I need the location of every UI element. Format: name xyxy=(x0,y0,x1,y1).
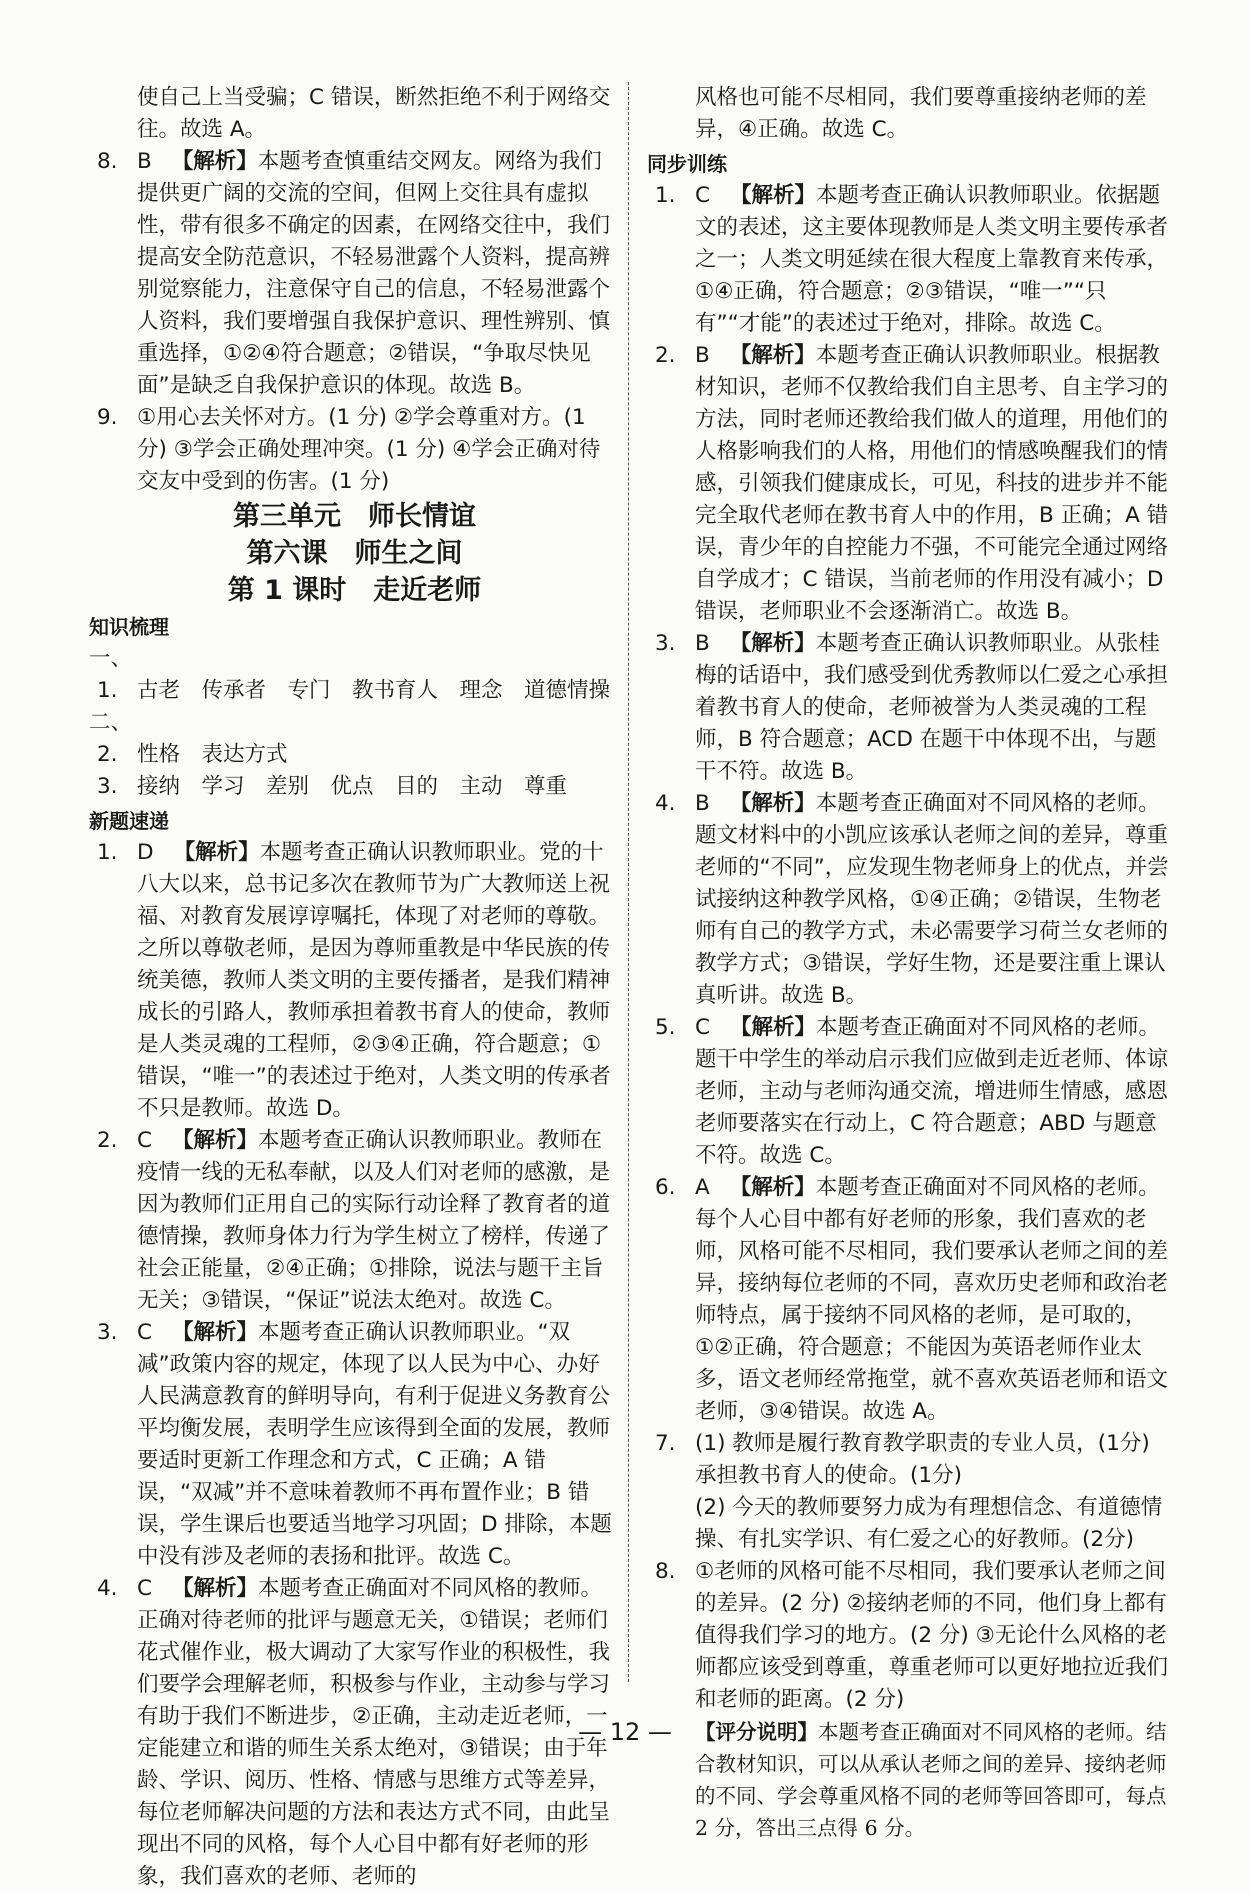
sync-question-2: 2. B 【解析】本题考查正确认识教师职业。根据教材知识，老师不仅教给我们自主思考、自主学习的方法，同时老师还教给我们做人的道理，用他们的人格影响我们的人格，用他们的情感唤醒我们的情感，引领我们健康成长，可见，科技的进步并不能完全取代老师在教书育人中的作用，B 正确；A 错误，青少年的自控能力不强，不可能完全通过网络自学成才；C 错误，当前老师的作用没有减小；D 错误，老师职业不会逐渐消亡。故选 B。 xyxy=(655,343,1169,624)
section-sync-training: 同步训练 xyxy=(647,152,727,176)
section-knowledge: 知识梳理 xyxy=(89,615,169,639)
page-number: — 12 — xyxy=(578,1718,672,1746)
sync-question-6: 6. A 【解析】本题考查正确面对不同风格的老师。每个人心目中都有好老师的形象，我们喜欢的老师，风格可能不尽相同，我们要承认老师之间的差异，接纳每位老师的不同，喜欢历史老师和政治老师特点，属于接纳不同风格的老师，是可取的，①②正确，符合题意；不能因为英语老师作业太多，语文老师经常拖堂，就不喜欢英语老师和语文老师，③④错误。故选 A。 xyxy=(655,1175,1169,1424)
question-9: 9. ①用心去关怀对方。(1 分) ②学会尊重对方。(1分) ③学会正确处理冲突。(1 分) ④学会正确对待交友中受到的伤害。(1 分) xyxy=(97,405,601,494)
sync-question-8: 8. ①老师的风格可能不尽相同，我们要承认老师之间的差异。(2 分) ②接纳老师的不同，他们身上都有值得我们学习的地方。(2 分) ③无论什么风格的老师都应该受到尊重，尊重老师可以更好地拉近我们和老师的距离。(2 分) xyxy=(655,1559,1169,1712)
new-question-1: 1. D 【解析】本题考查正确认识教师职业。党的十八大以来，总书记多次在教师节为广大教师送上祝福、对教育发展谆谆嘱托，体现了对老师的尊敬。之所以尊敬老师，是因为尊师重教是中华民族的传统美德，教师人类文明的主要传播者，是我们精神成长的引路人，教师承担着教书育人的使命，教师是人类灵魂的工程师，②③④正确，符合题意；①错误，“唯一”的表述过于绝对，人类文明的传承者不只是教师。故选 D。 xyxy=(97,840,611,1121)
new-question-3: 3. C 【解析】本题考查正确认识教师职业。“双减”政策内容的规定，体现了以人民为中心、办好人民满意教育的鲜明导向，有利于促进义务教育公平均衡发展，表明学生应该得到全面的发展，教师要适时更新工作理念和方式，C 正确；A 错误，“双减”并不意味着教师不再布置作业；B 错误，学生课后也要适当地学习巩固；D 排除，本题中没有涉及老师的表扬和批评。故选 C。 xyxy=(97,1320,612,1569)
period-title: 第 1 课时 走近老师 xyxy=(227,575,482,606)
part-one: 一、 xyxy=(89,646,133,671)
knowledge-2: 2. 性格 表达方式 xyxy=(97,742,288,767)
new-question-4: 4. C 【解析】本题考查正确面对不同风格的教师。正确对待老师的批评与题意无关，①错误；老师们花式催作业，极大调动了大家写作业的积极性，我们要学会理解老师，积极参与作业，主动参与学习有助于我们不断进步，②正确，主动走近老师，一定能建立和谐的师生关系太绝对，③错误；由于年龄、学识、阅历、性格、情感与思维方式等差异，每位老师解决问题的方法和表达方式不同，由此呈现出不同的风格，每个人心目中都有好老师的形象，我们喜欢的老师、老师的 xyxy=(97,1576,611,1889)
sync-question-1: 1. C 【解析】本题考查正确认识教师职业。依据题文的表述，这主要体现教师是人类文明主要传承者之一；人类文明延续在很大程度上靠教育来传承，①④正确，符合题意；②③错误，“唯一”“只有”“才能”的表述过于绝对，排除。故选 C。 xyxy=(655,183,1169,336)
question-8: 8. B 【解析】本题考查慎重结交网友。网络为我们提供更广阔的交流的空间，但网上交往具有虚拟性，带有很多不确定的因素，在网络交往中，我们提高安全防范意识，不轻易泄露个人资料，提高辨别觉察能力，注意保守自己的信息，不轻易泄露个人资料，我们要增强自我保护意识、理性辨别、慎重选择，①②④符合题意；②错误，“争取尽快见面”是缺乏自我保护意识的体现。故选 B。 xyxy=(97,149,611,398)
right-column xyxy=(647,82,1170,1844)
column-divider xyxy=(628,82,629,1682)
sync-question-7: 7. (1) 教师是履行教育教学职责的专业人员，(1分) 承担教书育人的使命。(1分) (2) 今天的教师要努力成为有理想信念、有道德情操、有扎实学识、有仁爱之心的好教师。(2分) xyxy=(655,1431,1163,1552)
section-new-questions: 新题速递 xyxy=(89,809,169,833)
lesson-title: 第六课 师生之间 xyxy=(246,538,463,569)
left-column xyxy=(89,82,612,1893)
new-question-2: 2. C 【解析】本题考查正确认识教师职业。教师在疫情一线的无私奉献，以及人们对老师的感激，是因为教师们正用自己的实际行动诠释了教育者的道德情操，教师身体力行为学生树立了榜样，传递了社会正能量，②④正确；①排除，说法与题干主旨无关；③错误，“保证”说法太绝对。故选 C。 xyxy=(97,1128,611,1313)
sync-question-3: 3. B 【解析】本题考查正确认识教师职业。从张桂梅的话语中，我们感受到优秀教师以仁爱之心承担着教书育人的使命，老师被誉为人类灵魂的工程师，B 符合题意；ACD 在题干中体现不出，与题干不符。故选 B。 xyxy=(655,631,1169,784)
left-top-continuation: 使自己上当受骗；C 错误，断然拒绝不利于网络交往。故选 A。 xyxy=(137,85,611,142)
knowledge-1: 1. 古老 传承者 专门 教书育人 理念 道德情操 xyxy=(97,678,611,703)
right-top-continuation: 风格也可能不尽相同，我们要尊重接纳老师的差异，④正确。故选 C。 xyxy=(695,85,1147,142)
knowledge-3: 3. 接纳 学习 差别 优点 目的 主动 尊重 xyxy=(97,774,568,799)
unit-title: 第三单元 师长情谊 xyxy=(233,501,476,532)
scoring-note: 【评分说明】本题考查正确面对不同风格的老师。结合教材知识，可以从承认老师之间的差异、接纳老师的不同、学会尊重风格不同的老师等回答即可，每点 2 分，答出三点得 6 分。 xyxy=(695,1720,1167,1840)
sync-question-4: 4. B 【解析】本题考查正确面对不同风格的老师。题文材料中的小凯应该承认老师之间的差异，尊重老师的“不同”，应发现生物老师身上的优点，并尝试接纳这种教学风格，①④正确；②错误，生物老师有自己的教学方式，未必需要学习荷兰女老师的教学方式；③错误，学好生物，还是要注重上课认真听讲。故选 B。 xyxy=(655,791,1169,1008)
sync-question-5: 5. C 【解析】本题考查正确面对不同风格的老师。题干中学生的举动启示我们应做到走近老师、体谅老师，主动与老师沟通交流，增进师生情感，感恩老师要落实在行动上，C 符合题意；ABD 与题意不符。故选 C。 xyxy=(655,1015,1169,1168)
part-two: 二、 xyxy=(89,710,133,735)
